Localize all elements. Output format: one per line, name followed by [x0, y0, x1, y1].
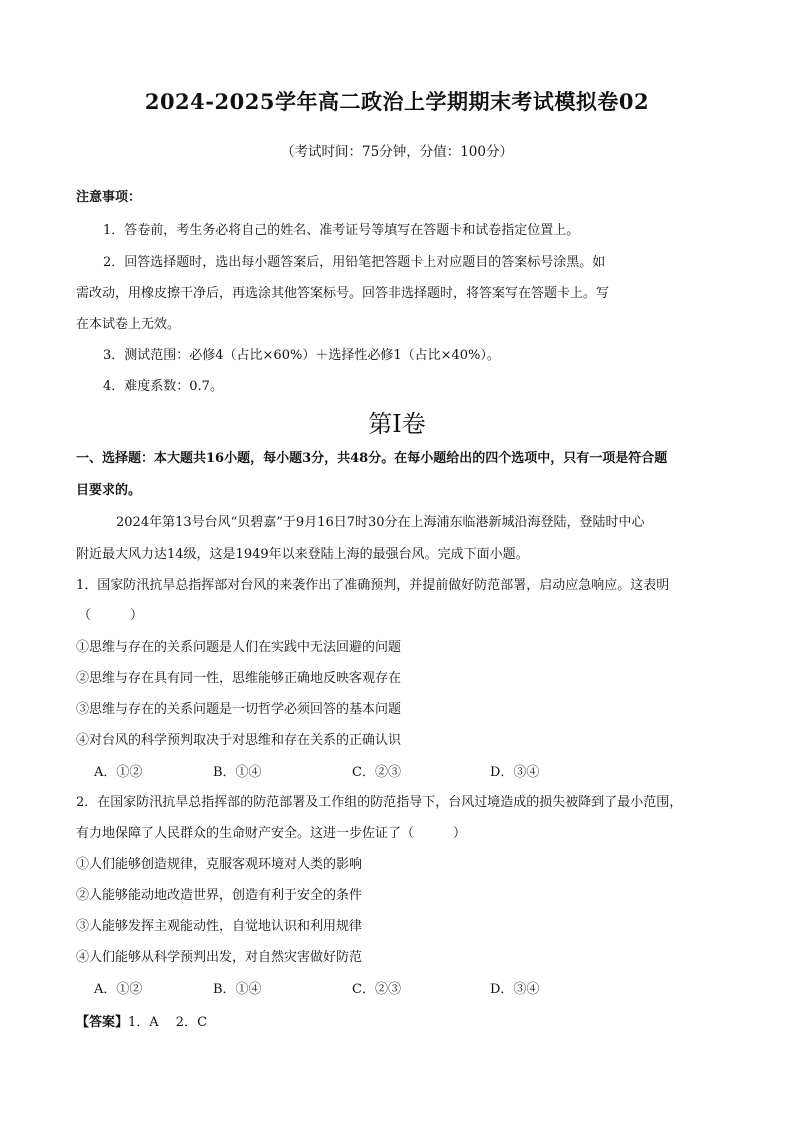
question-1-stem: 1．国家防汛抗旱总指挥部对台风的来袭作出了准确预判，并提前做好防范部署，启动应急响应。这表明 — [76, 578, 670, 593]
question-1-item: ②思维与存在具有同一性，思维能够正确地反映客观存在 — [76, 671, 402, 686]
question-1-item: ③思维与存在的关系问题是一切哲学必须回答的基本问题 — [76, 702, 402, 717]
answer-line — [76, 1011, 207, 1030]
question-2-option-c: C．②③ — [352, 982, 401, 997]
section-instruction: 一、选择题：本大题共16小题，每小题3分，共48分。在每小题给出的四个选项中，只有一项是符合题 — [76, 451, 668, 466]
question-2-option-a: A．①② — [94, 982, 143, 997]
question-1-item: ④对台风的科学预判取决于对思维和存在关系的正确认识 — [76, 733, 402, 748]
question-1-blank: （ ） — [78, 608, 144, 623]
note-item-2: 2．回答选择题时，选出每小题答案后，用铅笔把答题卡上对应题目的答案标号涂黑。如 — [103, 255, 606, 270]
note-item-2-cont: 需改动，用橡皮擦干净后，再选涂其他答案标号。回答非选择题时，将答案写在答题卡上。写 — [76, 286, 610, 301]
question-2-option-b: B．①④ — [213, 982, 262, 997]
question-1-option-a: A．①② — [94, 765, 143, 780]
note-item-3: 3．测试范围：必修4（占比×60%）＋选择性必修1（占比×40%）。 — [103, 348, 500, 363]
section-instruction-cont: 目要求的。 — [76, 483, 142, 498]
material-text: 2024年第13号台风“贝碧嘉”于9月16日7时30分在上海浦东临港新城沿海登陆，登陆时中心 — [116, 515, 645, 530]
question-1-option-d: D．③④ — [490, 765, 540, 780]
note-item-1: 1．答卷前，考生务必将自己的姓名、准考证号等填写在答题卡和试卷指定位置上。 — [103, 223, 580, 238]
notes-heading: 注意事项： — [76, 190, 142, 205]
part-title: 第I卷 — [368, 410, 426, 438]
answer-text: 1．A 2．C — [128, 1015, 208, 1030]
exam-time-note: （考试时间：75分钟，分值：100分） — [281, 144, 513, 160]
question-2-stem: 2．在国家防汛抗旱总指挥部的防范部署及工作组的防范指导下，台风过境造成的损失被降到了最小范围， — [76, 795, 683, 810]
note-item-2-end: 在本试卷上无效。 — [76, 317, 181, 332]
question-2-item: ④人们能够从科学预判出发，对自然灾害做好防范 — [76, 950, 363, 965]
question-2-item: ②人能够能动地改造世界，创造有利于安全的条件 — [76, 888, 363, 903]
question-2-stem-cont: 有力地保障了人民群众的生命财产安全。这进一步佐证了（ ） — [76, 826, 467, 841]
question-1-option-c: C．②③ — [352, 765, 401, 780]
page-title: 2024-2025学年高二政治上学期期末考试模拟卷02 — [144, 89, 650, 114]
note-item-4: 4．难度系数：0.7。 — [103, 379, 223, 394]
question-2-item: ①人们能够创造规律，克服客观环境对人类的影响 — [76, 857, 363, 872]
question-2-item: ③人能够发挥主观能动性，自觉地认识和利用规律 — [76, 919, 363, 934]
question-1-option-b: B．①④ — [213, 765, 262, 780]
material-text-cont: 附近最大风力达14级，这是1949年以来登陆上海的最强台风。完成下面小题。 — [76, 547, 529, 562]
question-2-option-d: D．③④ — [490, 982, 540, 997]
question-1-item: ①思维与存在的关系问题是人们在实践中无法回避的问题 — [76, 640, 402, 655]
answer-label: 【答案】 — [76, 1015, 129, 1030]
